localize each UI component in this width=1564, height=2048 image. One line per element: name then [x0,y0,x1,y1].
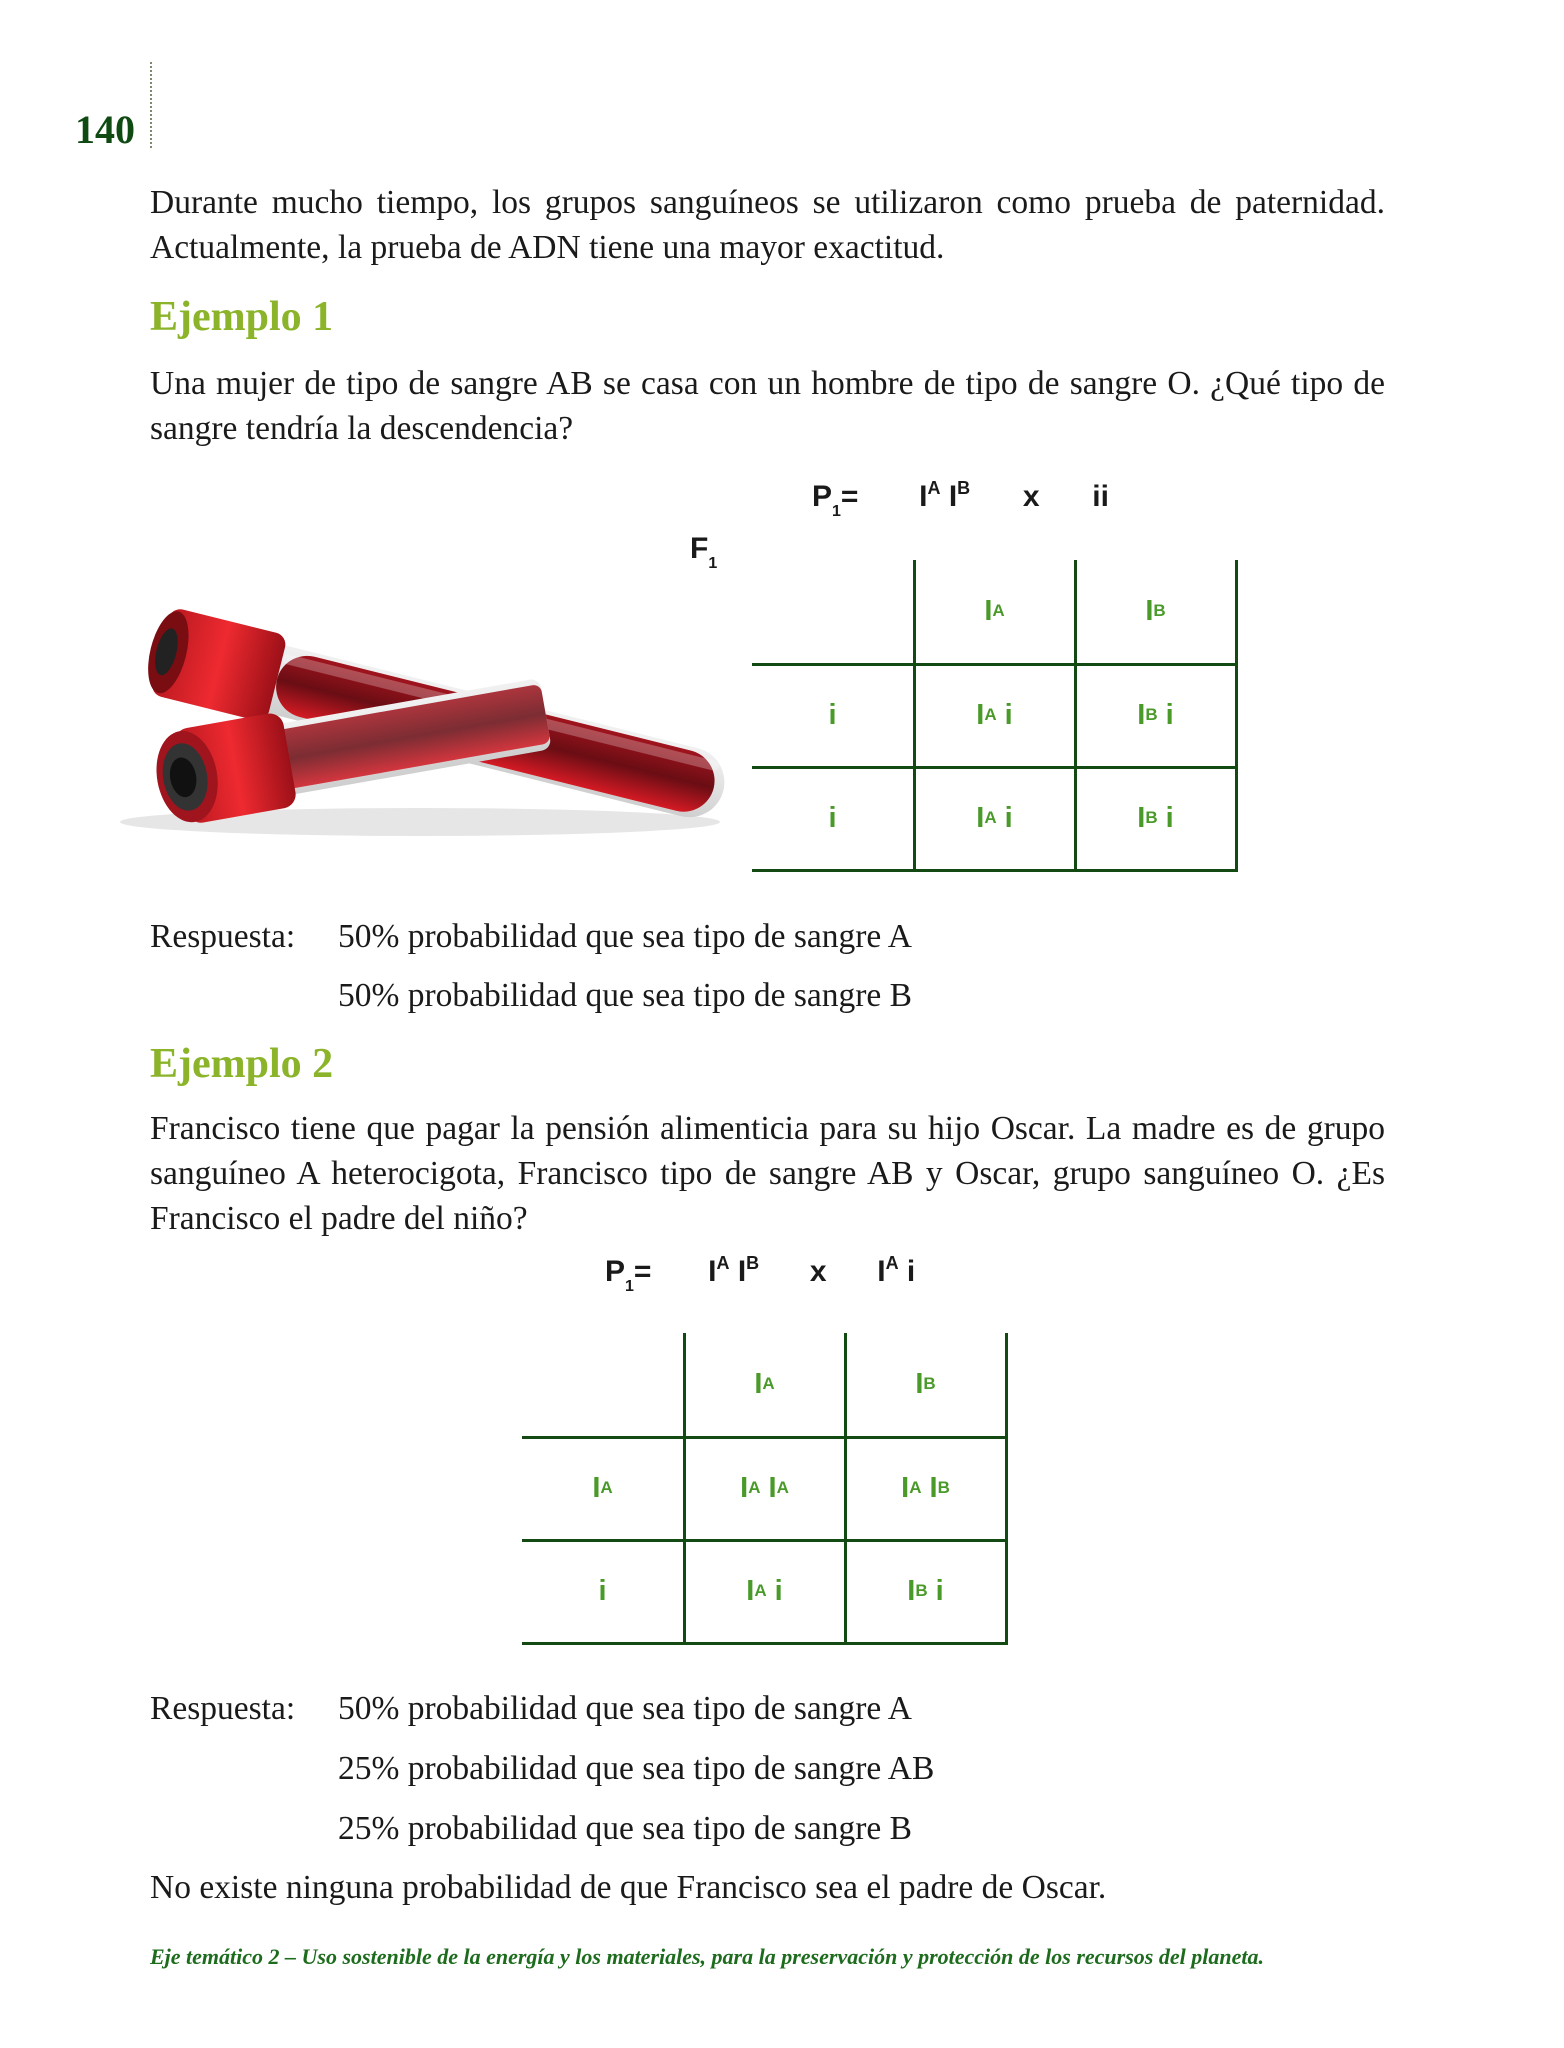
p-sub: 1 [625,1278,634,1295]
example1-heading: Ejemplo 1 [150,294,334,340]
row-label: i [828,801,837,834]
example1-answer-label: Respuesta: [150,918,296,955]
example2-punnett-square [522,1333,1008,1645]
row-label: i [598,1574,607,1607]
example2-heading: Ejemplo 2 [150,1041,334,1087]
page-number-divider [150,62,152,148]
genotype-cell: I A i [976,698,1013,731]
intro-paragraph: Durante mucho tiempo, los grupos sanguíneos se utilizaron como prueba de paternidad. Actualmente, la prueba de ADN tiene una mayor exactitud. [150,184,1385,266]
example1-cross [812,478,1109,521]
example2-answer-line: 25% probabilidad que sea tipo de sangre B [338,1810,912,1847]
f1-label: $F_1$ [690,532,718,572]
cross-x: x [1022,480,1040,513]
genotype-cell: I A i [976,801,1013,834]
example2-answer-line: 25% probabilidad que sea tipo de sangre AB [338,1750,935,1787]
example2-answer-line: 50% probabilidad que sea tipo de sangre A [338,1690,912,1727]
footer-theme: Eje temático 2 – Uso sostenible de la energía y los materiales, para la preservación y protección de los recursos del planeta. [150,1944,1264,1969]
example1-answer-line: 50% probabilidad que sea tipo de sangre A [338,918,912,955]
row-label: I A [592,1471,613,1504]
blood-test-tubes-icon [120,600,750,850]
header-allele-b: I B [915,1367,936,1400]
genotype-cell: I B i [907,1574,944,1607]
example2-answer-label: Respuesta: [150,1690,296,1727]
example2-text: Francisco tiene que pagar la pensión alimenticia para su hijo Oscar. La madre es de grupo sanguíneo A heterocigota, Francisco tipo de sangre AB y Oscar, grupo sanguíneo O. ¿Es Francisco el padre del niño? [150,1110,1385,1237]
equals: = [633,1255,652,1288]
page-number: 140 [75,107,135,152]
p-label: P [605,1255,626,1288]
p-sub: 1 [832,503,841,520]
genotype-cell: I B i [1137,801,1174,834]
genotype-cell: I A I B [901,1471,950,1504]
parent1-allele: $I^A$ $I^B$ [919,478,971,513]
header-allele-b: I B [1145,594,1166,627]
genotype-cell: I A i [746,1574,783,1607]
parent2-allele: $I^A$ i [877,1253,916,1288]
cross-x: x [809,1255,827,1288]
example1-punnett-square [752,560,1238,872]
example1-answer-line: 50% probabilidad que sea tipo de sangre B [338,977,912,1014]
header-allele-a: I A [754,1367,775,1400]
genotype-cell: I B i [1137,698,1174,731]
genotype-cell: I A I A [740,1471,789,1504]
parent2-allele: ii [1092,480,1109,513]
parent1-allele: $I^A$ $I^B$ [708,1253,760,1288]
equals: = [840,480,859,513]
example2-cross [605,1253,915,1296]
p-label: P [812,480,833,513]
example1-text: Una mujer de tipo de sangre AB se casa con un hombre de tipo de sangre O. ¿Qué tipo de sangre tendría la descendencia? [150,365,1385,447]
header-allele-a: I A [984,594,1005,627]
row-label: i [828,698,837,731]
example2-conclusion: No existe ninguna probabilidad de que Francisco sea el padre de Oscar. [150,1869,1107,1906]
